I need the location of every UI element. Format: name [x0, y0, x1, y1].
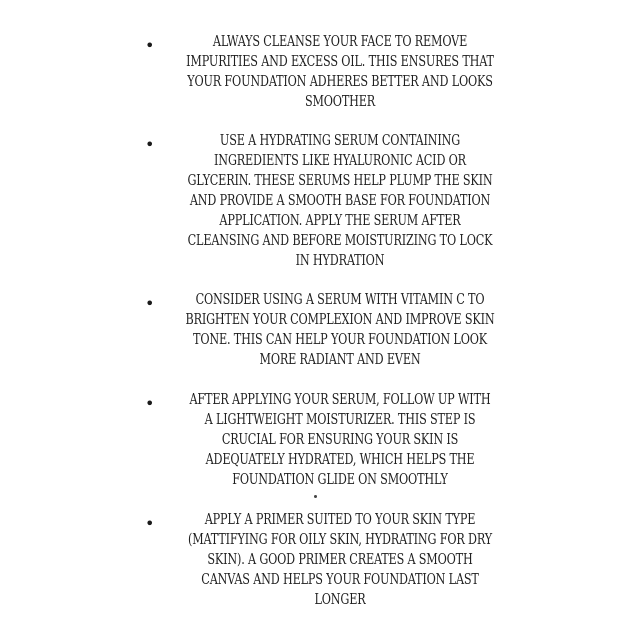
tip-text: CONSIDER USING A SERUM WITH VITAMIN C TO BRIGHTEN YOUR COMPLEXION AND IMPROVE SKIN TONE. THIS CAN HELP YOUR FOUNDATION LOOK MORE RADIANT AND EVEN	[185, 292, 495, 368]
bullet-icon: •	[145, 294, 155, 313]
tip-text: USE A HYDRATING SERUM CONTAINING INGREDIENTS LIKE HYALURONIC ACID OR GLYCERIN. THESE SERUMS HELP PLUMP THE SKIN AND PROVIDE A SMOOTH BASE FOR FOUNDATION APPLICATION. APPLY THE SERUM AFTER CLEANSING AND BEFORE MOISTURIZING TO LOCK IN HYDRATION	[187, 133, 493, 269]
tip-text: AFTER APPLYING YOUR SERUM, FOLLOW UP WITH A LIGHTWEIGHT MOISTURIZER. THIS STEP IS CRUCIAL FOR ENSURING YOUR SKIN IS ADEQUATELY HYDRATED, WHICH HELPS THE FOUNDATION GLIDE ON SMOOTHLY	[189, 392, 491, 488]
tip-text: APPLY A PRIMER SUITED TO YOUR SKIN TYPE (MATTIFYING FOR OILY SKIN, HYDRATING FOR DRY SKIN). A GOOD PRIMER CREATES A SMOOTH CANVAS AND HELPS YOUR FOUNDATION LAST LONGER	[188, 512, 492, 608]
bullet-icon: •	[145, 135, 155, 154]
bullet-icon: •	[145, 514, 155, 533]
tip-text: ALWAYS CLEANSE YOUR FACE TO REMOVE IMPURITIES AND EXCESS OIL. THIS ENSURES THAT YOUR FOUNDATION ADHERES BETTER AND LOOKS SMOOTHER	[186, 34, 494, 110]
stray-dot	[314, 495, 317, 498]
bullet-icon: •	[145, 36, 155, 55]
bullet-icon: •	[145, 394, 155, 413]
